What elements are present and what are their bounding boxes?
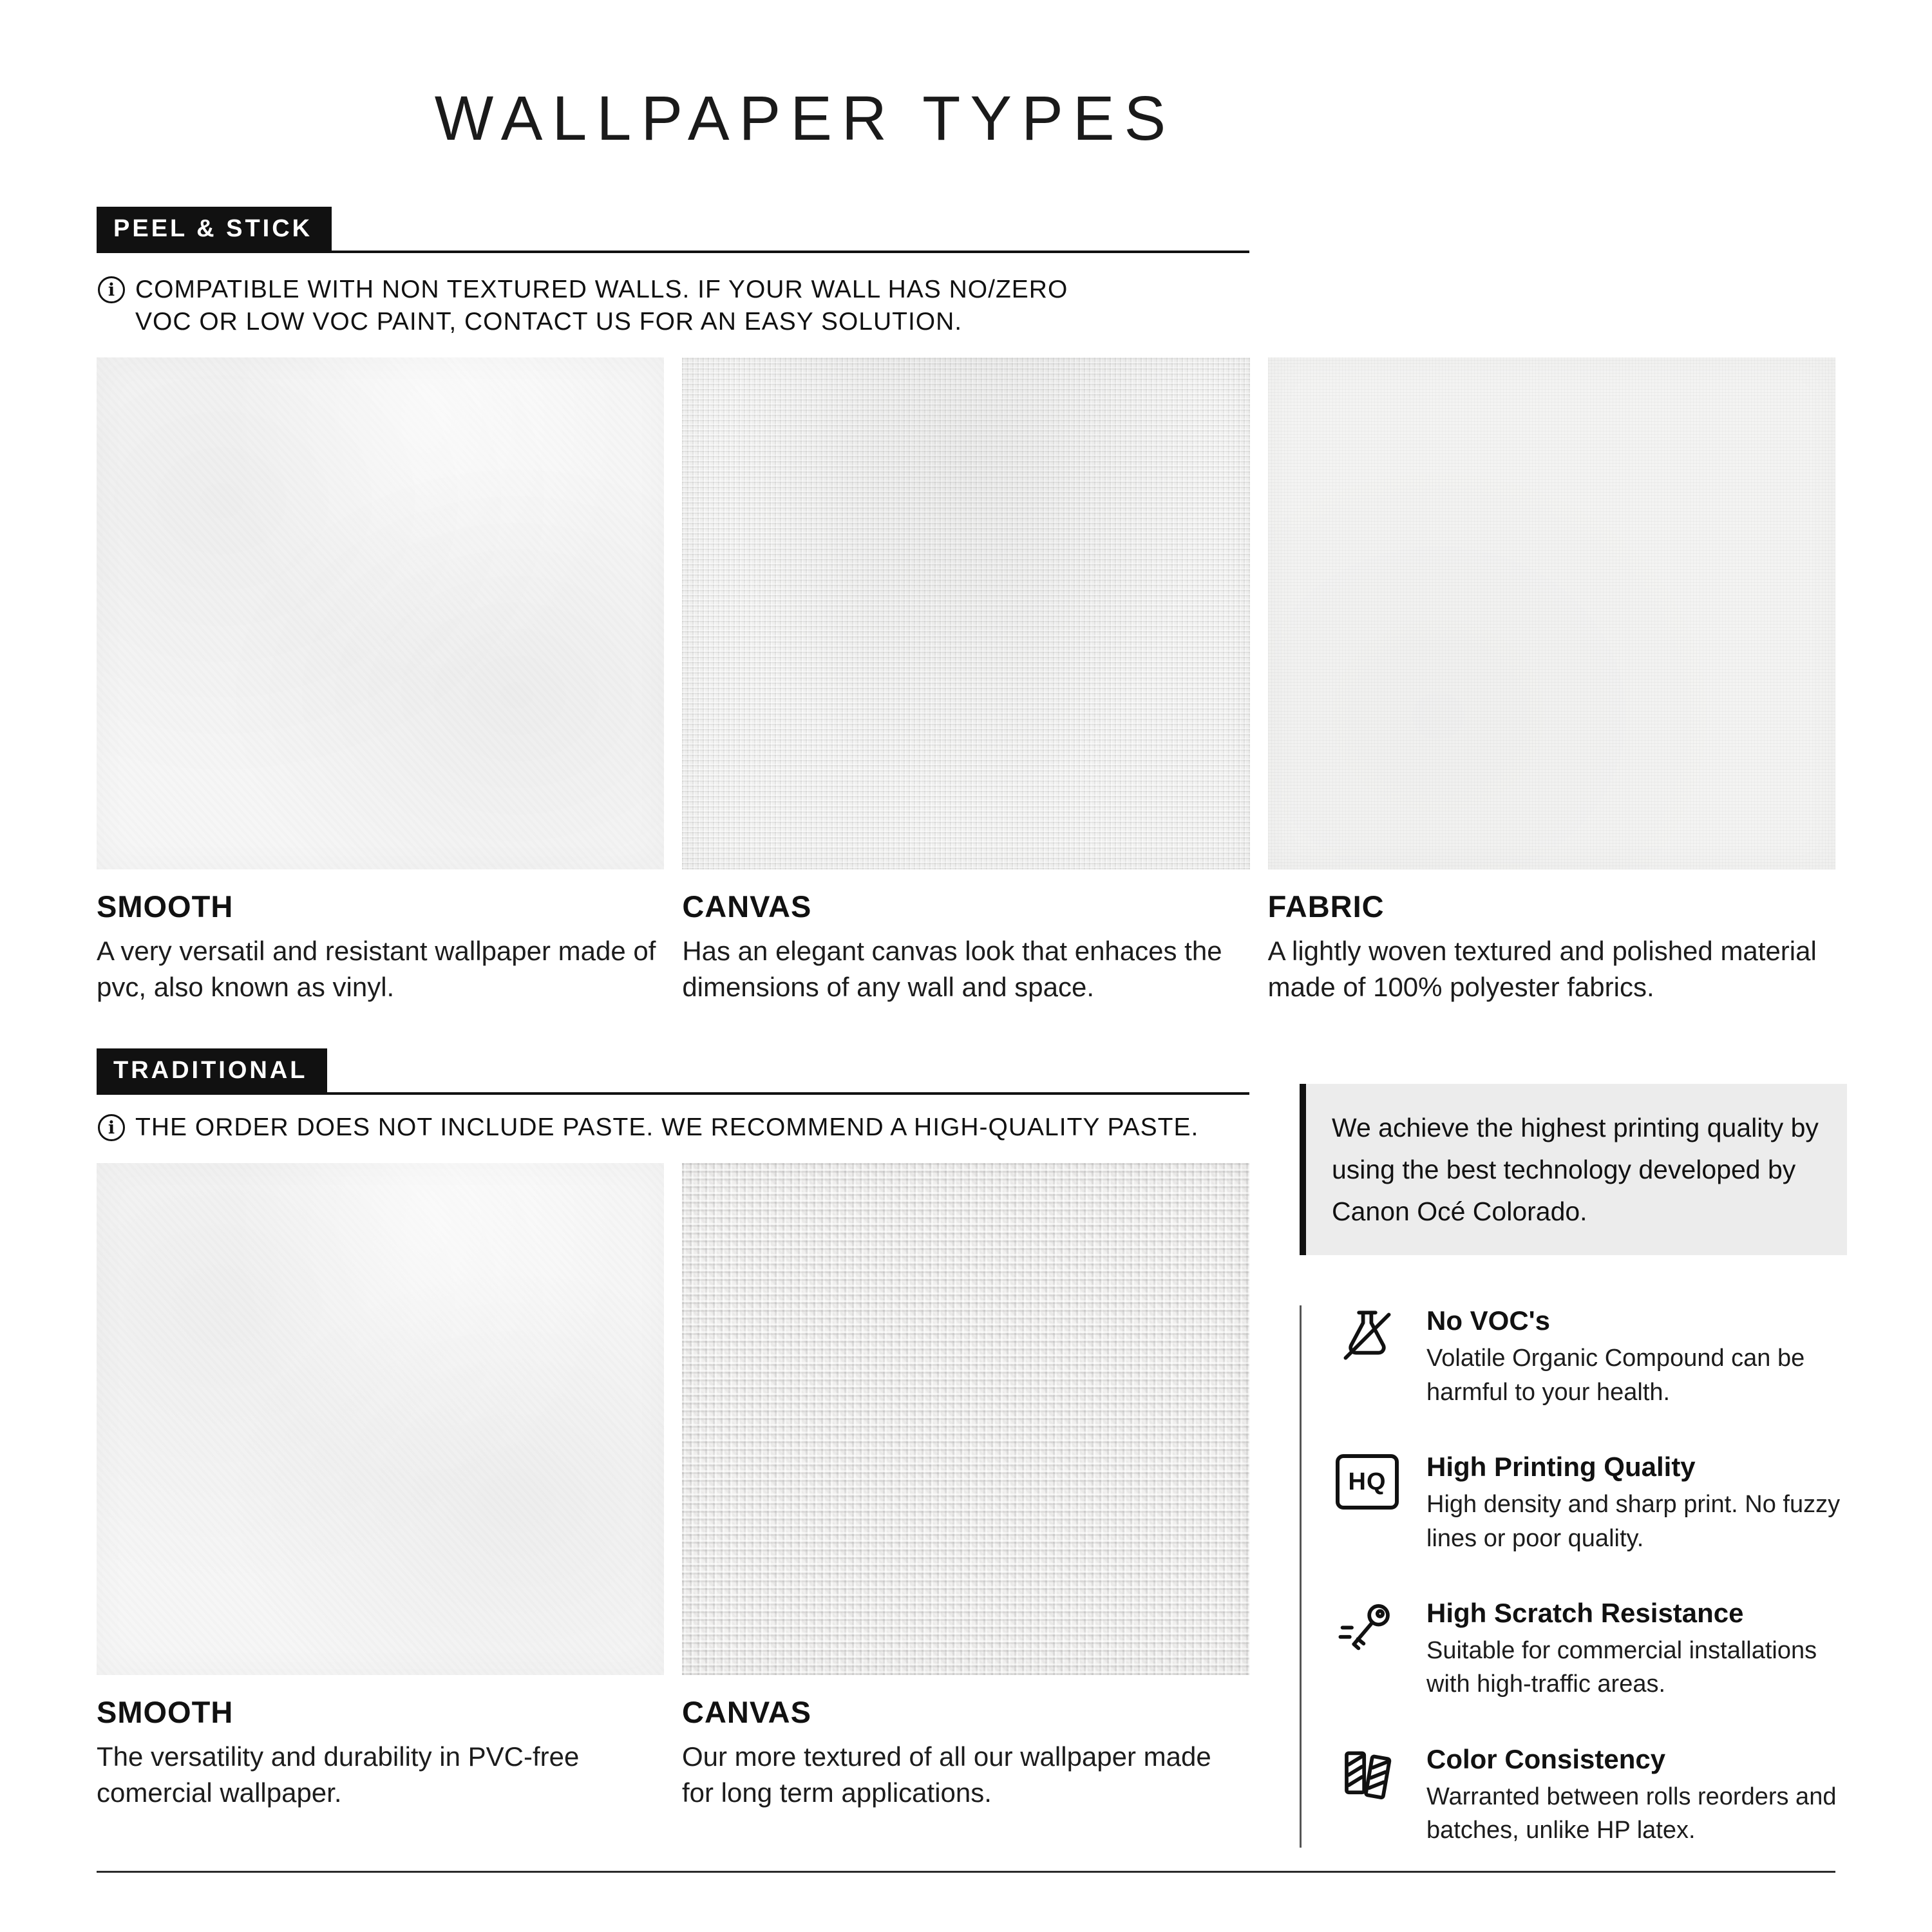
traditional-section-header: [97, 1048, 1249, 1095]
hq-icon-text: HQ: [1348, 1468, 1387, 1495]
feature-title: High Printing Quality: [1426, 1452, 1696, 1482]
printing-quality-quote-box: [1300, 1084, 1847, 1255]
swatch-title: CANVAS: [682, 1695, 811, 1729]
fabric-texture-image: [1268, 357, 1835, 869]
peel-stick-info-note: [98, 274, 1068, 338]
swatch-description: A very versatil and resistant wallpaper made of pvc, also known as vinyl.: [97, 936, 656, 1003]
no-voc-icon: [1335, 1305, 1399, 1367]
traditional-label-badge: TRADITIONAL: [97, 1048, 327, 1092]
peel-stick-note-text: [135, 274, 1068, 338]
canvas-texture-image: [682, 1163, 1249, 1675]
feature-description: Suitable for commercial installations with high-traffic areas.: [1426, 1637, 1817, 1698]
traditional-swatch-row: [97, 1163, 1249, 1812]
swatch-card-canvas-traditional: [682, 1163, 1249, 1812]
feature-text: [1426, 1305, 1847, 1409]
smooth-texture-image: [97, 357, 664, 869]
traditional-note-text: THE ORDER DOES NOT INCLUDE PASTE. WE RECOMMEND A HIGH-QUALITY PASTE.: [135, 1113, 1199, 1141]
note-line-1: COMPATIBLE WITH NON TEXTURED WALLS. IF YOUR WALL HAS NO/ZERO: [135, 276, 1068, 303]
swatch-title: CANVAS: [682, 889, 812, 923]
feature-high-printing-quality: [1335, 1452, 1847, 1555]
key-icon: [1335, 1598, 1399, 1660]
feature-text: [1426, 1598, 1847, 1701]
peel-stick-swatch-row: [97, 357, 1835, 1006]
swatch-title: SMOOTH: [97, 889, 234, 923]
swatch-card-smooth: [97, 357, 664, 1006]
hq-icon: [1335, 1452, 1399, 1510]
feature-title: No VOC's: [1426, 1305, 1551, 1336]
swatch-title: SMOOTH: [97, 1695, 234, 1729]
feature-title: Color Consistency: [1426, 1743, 1666, 1774]
feature-description: Volatile Organic Compound can be harmful to your health.: [1426, 1345, 1805, 1406]
feature-color-consistency: [1335, 1744, 1847, 1848]
canvas-texture-image: [682, 357, 1249, 869]
features-list: [1300, 1305, 1847, 1848]
info-icon: [98, 1114, 125, 1141]
smooth-texture-image: [97, 1163, 664, 1675]
swatch-description: Has an elegant canvas look that enhaces the dimensions of any wall and space.: [682, 936, 1222, 1003]
feature-no-voc: [1335, 1305, 1847, 1409]
page-title: WALLPAPER TYPES: [434, 83, 1176, 153]
peel-stick-section-header: [97, 207, 1249, 253]
bottom-divider-rule: [97, 1871, 1835, 1873]
swatch-description: The versatility and durability in PVC-free comercial wallpaper.: [97, 1741, 580, 1808]
peel-stick-label-badge: PEEL & STICK: [97, 207, 332, 251]
feature-description: High density and sharp print. No fuzzy lines or poor quality.: [1426, 1491, 1841, 1552]
note-line-2: VOC OR LOW VOC PAINT, CONTACT US FOR AN EASY SOLUTION.: [135, 307, 963, 336]
feature-title: High Scratch Resistance: [1426, 1598, 1744, 1629]
info-icon: [98, 276, 125, 303]
feature-text: [1426, 1452, 1847, 1555]
feature-description: Warranted between rolls reorders and batches, unlike HP latex.: [1426, 1783, 1837, 1844]
swatch-card-smooth-traditional: [97, 1163, 664, 1812]
feature-high-scratch-resistance: [1335, 1598, 1847, 1701]
feature-text: [1426, 1744, 1847, 1848]
swatch-description: A lightly woven textured and polished material made of 100% polyester fabrics.: [1267, 936, 1817, 1003]
traditional-info-note: [98, 1112, 1198, 1144]
swatch-description: Our more textured of all our wallpaper made for long term applications.: [682, 1741, 1211, 1808]
right-info-column: [1300, 1084, 1847, 1890]
swatch-title: FABRIC: [1267, 889, 1385, 923]
color-swatches-icon: [1335, 1744, 1399, 1806]
quote-text: We achieve the highest printing quality by using the best technology developed by Canon Océ Colorado.: [1332, 1113, 1819, 1226]
swatch-card-fabric: [1268, 357, 1835, 1006]
swatch-card-canvas: [682, 357, 1249, 1006]
